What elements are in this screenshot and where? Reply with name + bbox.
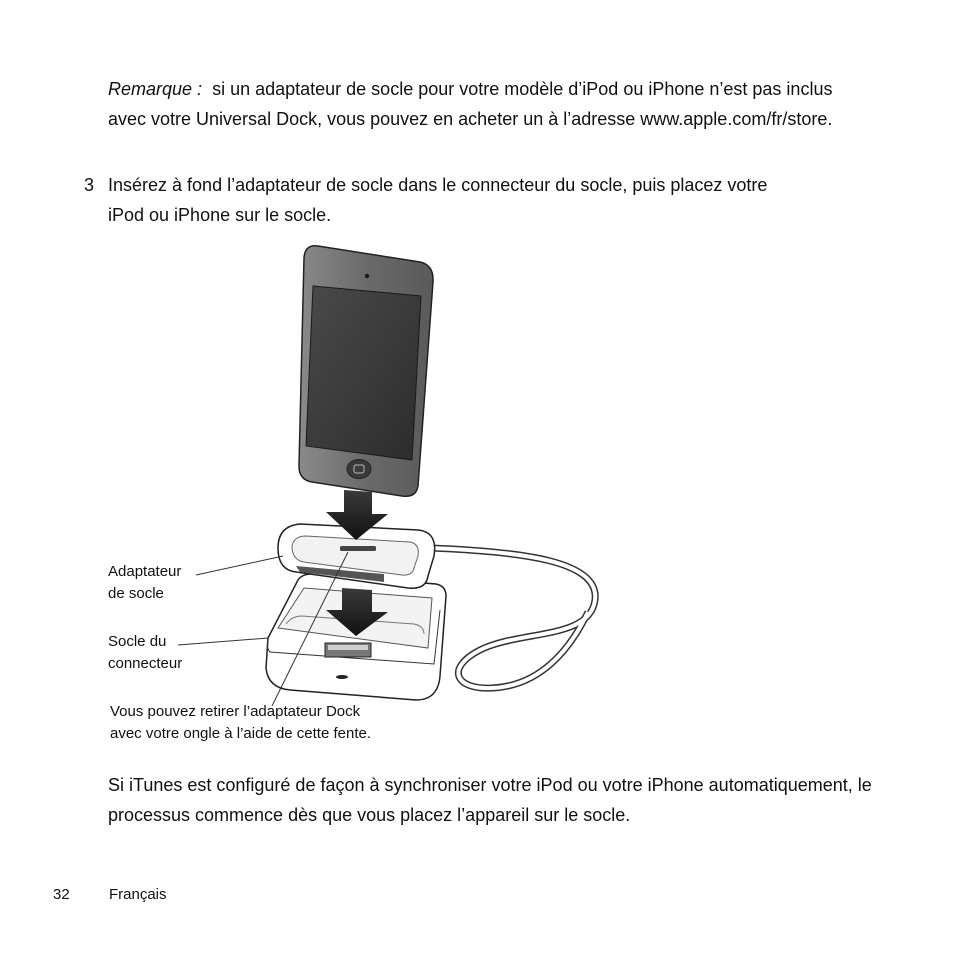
home-button-icon <box>347 460 371 479</box>
note-label: Remarque : <box>108 79 203 99</box>
callout-adapter: Adaptateur de socle <box>108 563 182 602</box>
adapter-slot <box>340 546 376 551</box>
callout-socle: Socle du connecteur <box>108 633 183 672</box>
dock-cable <box>432 548 595 688</box>
closing-paragraph: Si iTunes est configuré de façon à synchroniser votre iPod ou votre iPhone automatiquement, le processus commence dès que vous placez l’appareil sur le socle. <box>108 775 872 825</box>
page-number: 32 <box>53 886 70 903</box>
callout-notch: Vous pouvez retirer l’adaptateur Dock avec votre ongle à l’aide de cette fente. <box>110 703 372 742</box>
footer-language: Français <box>109 886 167 903</box>
step-text: Insérez à fond l’adaptateur de socle dans le connecteur du socle, puis placez votre iPod ou iPhone sur le socle. <box>108 175 768 225</box>
status-light-icon <box>336 675 348 679</box>
camera-icon <box>365 274 369 278</box>
note-text: si un adaptateur de socle pour votre modèle d’iPod ou iPhone n’est pas inclus avec votre Universal Dock, vous pouvez en acheter un à l’adresse www.apple.com/fr/store. <box>108 79 833 129</box>
step-number: 3 <box>84 175 95 195</box>
ipod-device <box>299 246 433 497</box>
